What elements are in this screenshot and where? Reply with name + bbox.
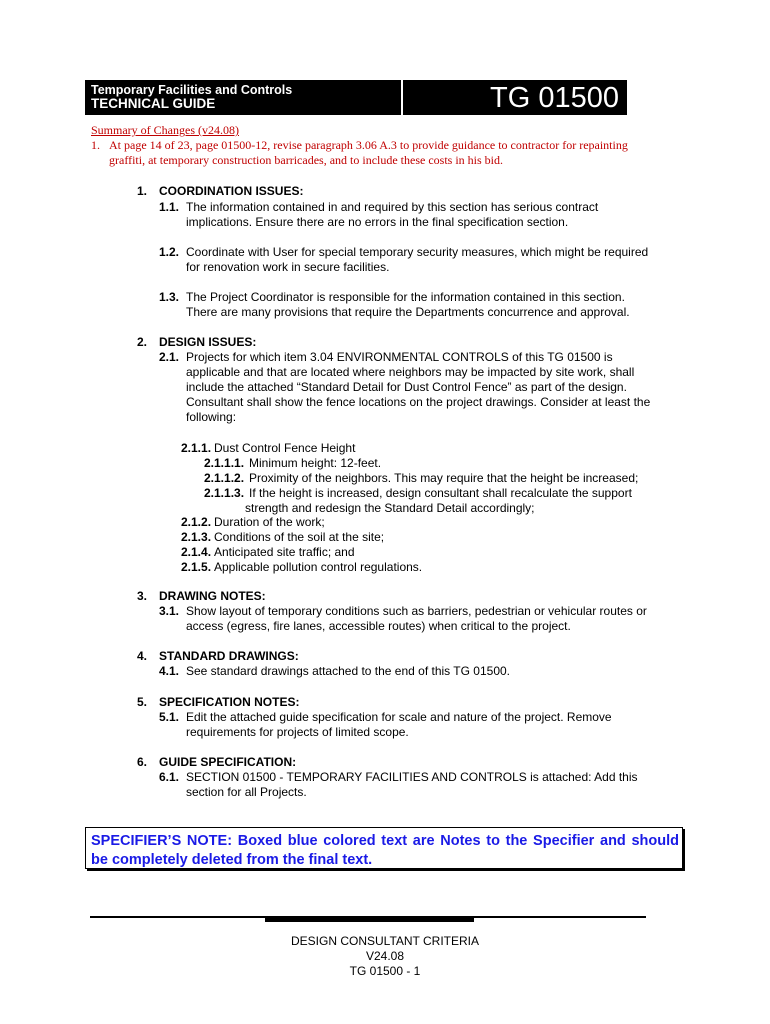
- item-text: following:: [186, 410, 237, 424]
- item-text: Coordinate with User for special temporary security measures, which might be required: [186, 245, 649, 259]
- summary-of-changes: [91, 123, 671, 168]
- item-text: access (egress, fire lanes, accessible routes) when critical to the project.: [186, 619, 571, 633]
- document-code: TG 01500: [490, 82, 619, 114]
- item-number: 2.1.5.: [181, 560, 212, 574]
- item-text: Applicable pollution control regulations.: [214, 560, 423, 574]
- item-number: 3.1.: [159, 604, 180, 618]
- item-text: include the attached “Standard Detail for Dust Control Fence” as part of the design.: [186, 380, 627, 394]
- item-number: 1.1.: [159, 200, 180, 214]
- section-title: SPECIFICATION NOTES:: [159, 695, 300, 709]
- footer-version: V24.08: [365, 949, 405, 963]
- section-title: DESIGN ISSUES:: [159, 335, 257, 349]
- section-number: 4.: [137, 649, 148, 663]
- summary-heading: Summary of Changes (v24.08): [91, 123, 239, 137]
- item-number: 2.1.1.: [181, 441, 212, 455]
- summary-item-number: 1.: [91, 138, 100, 152]
- item-number: 2.1.1.1.: [204, 456, 245, 470]
- item-number: 6.1.: [159, 770, 180, 784]
- section-number: 2.: [137, 335, 148, 349]
- item-text: strength and redesign the Standard Detail accordingly;: [245, 501, 535, 515]
- item-number: 2.1.2.: [181, 515, 212, 529]
- item-number: 2.1.1.2.: [204, 471, 245, 485]
- header-title-line1: Temporary Facilities and Controls: [91, 83, 293, 97]
- footer-page-number: TG 01500 - 1: [349, 964, 421, 978]
- section-title: GUIDE SPECIFICATION:: [159, 755, 297, 769]
- item-text: Show layout of temporary conditions such as barriers, pedestrian or vehicular routes or: [186, 604, 647, 618]
- footer-line1: DESIGN CONSULTANT CRITERIA: [290, 934, 480, 948]
- specifier-note-text: SPECIFIER’S NOTE: Boxed blue colored text are Notes to the Specifier and should be completely deleted from the final text.: [91, 833, 679, 868]
- item-number: 1.2.: [159, 245, 180, 259]
- item-number: 1.3.: [159, 290, 180, 304]
- item-text: section for all Projects.: [186, 785, 307, 799]
- item-text: Minimum height: 12-feet.: [249, 456, 382, 470]
- header-divider: [401, 80, 403, 115]
- item-text: Conditions of the soil at the site;: [214, 530, 385, 544]
- section-title: DRAWING NOTES:: [159, 589, 266, 603]
- item-text: for renovation work in secure facilities.: [186, 260, 390, 274]
- item-text: If the height is increased, design consultant shall recalculate the support: [249, 486, 632, 500]
- item-number: 2.1.4.: [181, 545, 212, 559]
- item-text: There are many provisions that require the Departments concurrence and approval.: [186, 305, 630, 319]
- item-text: The Project Coordinator is responsible for the information contained in this section.: [186, 290, 625, 304]
- item-text: See standard drawings attached to the end of this TG 01500.: [186, 664, 510, 678]
- item-text: Proximity of the neighbors. This may require that the height be increased;: [249, 471, 639, 485]
- item-text: Duration of the work;: [214, 515, 325, 529]
- summary-item-line2: graffiti, at temporary construction barricades, and to include these costs in his bid.: [109, 153, 504, 167]
- document-header: [85, 80, 627, 115]
- item-text: SECTION 01500 - TEMPORARY FACILITIES AND CONTROLS is attached: Add this: [186, 770, 638, 784]
- item-text: implications. Ensure there are no errors in the final specification section.: [186, 215, 569, 229]
- item-text: The information contained in and required by this section has serious contract: [186, 200, 599, 214]
- footer-rule-thick: [265, 916, 474, 922]
- item-number: 2.1.3.: [181, 530, 212, 544]
- item-number: 4.1.: [159, 664, 180, 678]
- section-title: COORDINATION ISSUES:: [159, 184, 304, 198]
- section-title: STANDARD DRAWINGS:: [159, 649, 299, 663]
- item-text: Dust Control Fence Height: [214, 441, 356, 455]
- item-text: Projects for which item 3.04 ENVIRONMENTAL CONTROLS of this TG 01500 is: [186, 350, 613, 364]
- specifier-note-box: [85, 827, 683, 869]
- item-number: 5.1.: [159, 710, 180, 724]
- item-text: requirements for projects of limited scope.: [186, 725, 409, 739]
- item-number: 2.1.: [159, 350, 180, 364]
- header-titles: [91, 83, 292, 111]
- section-number: 5.: [137, 695, 148, 709]
- item-number: 2.1.1.3.: [204, 486, 245, 500]
- header-title-line2: TECHNICAL GUIDE: [91, 96, 216, 111]
- section-number: 1.: [137, 184, 148, 198]
- item-text: Consultant shall show the fence locations on the project drawings. Consider at least the: [186, 395, 651, 409]
- section-number: 3.: [137, 589, 148, 603]
- summary-item: [91, 138, 671, 168]
- item-text: applicable and that are located where neighbors may be impacted by site work, shall: [186, 365, 635, 379]
- section-number: 6.: [137, 755, 148, 769]
- item-text: Anticipated site traffic; and: [214, 545, 355, 559]
- item-text: Edit the attached guide specification for scale and nature of the project. Remove: [186, 710, 612, 724]
- summary-item-line1: At page 14 of 23, page 01500-12, revise paragraph 3.06 A.3 to provide guidance to contractor for repainting: [109, 138, 628, 152]
